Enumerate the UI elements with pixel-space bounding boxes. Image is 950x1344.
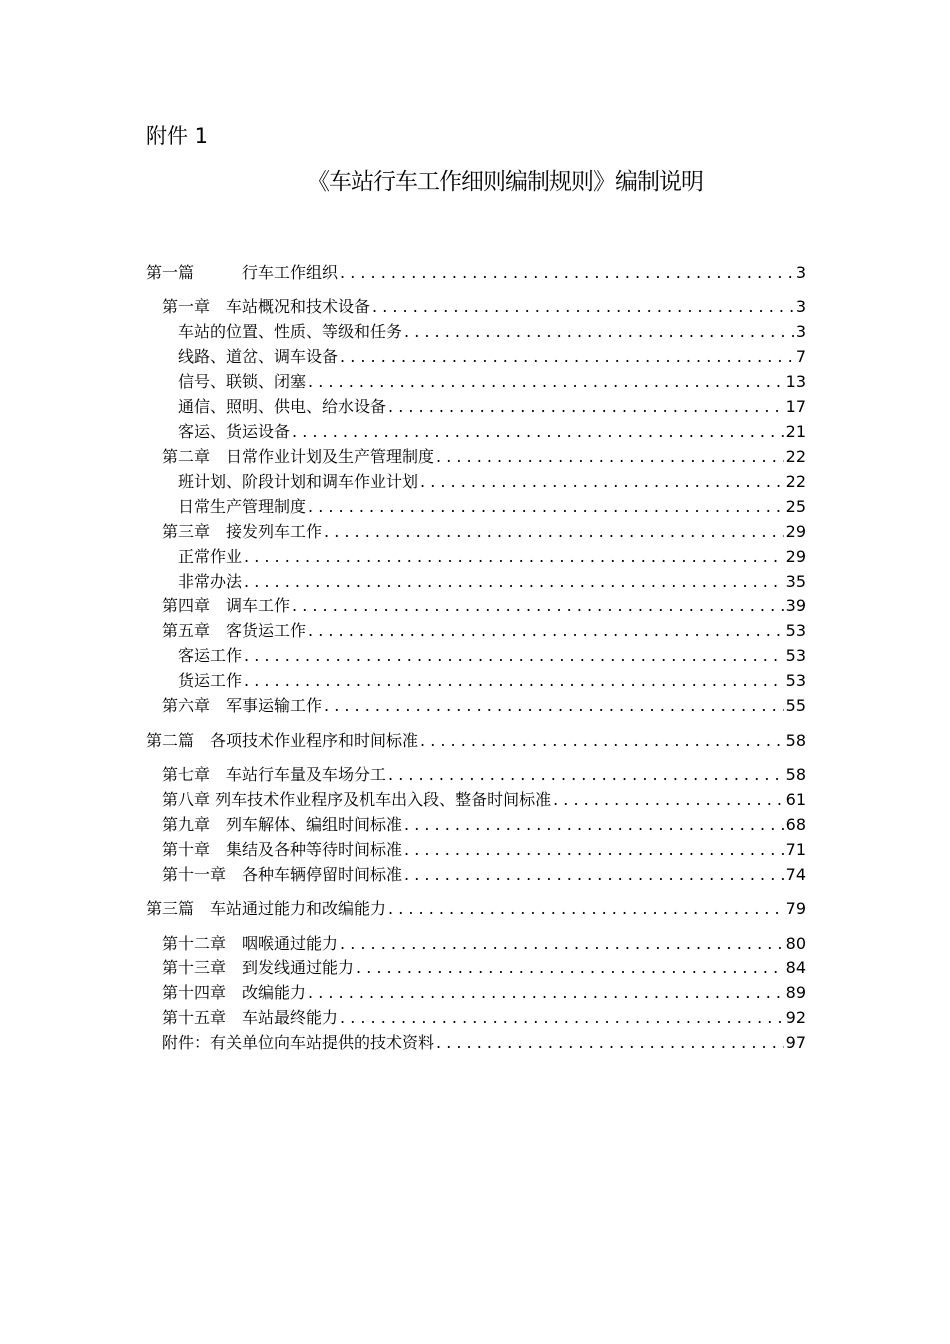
toc-entry[interactable] — [178, 572, 806, 594]
toc-leader-dots — [388, 397, 784, 417]
toc-page-number: 35 — [785, 572, 806, 591]
toc-entry-title: 第十一章 各种车辆停留时间标准 — [162, 865, 403, 884]
toc-entry-title: 第三篇 车站通过能力和改编能力 — [146, 899, 387, 918]
toc-leader-dots — [356, 958, 784, 978]
toc-entry-title: 客运、货运设备 — [178, 422, 291, 441]
toc-entry[interactable] — [178, 397, 806, 419]
toc-entry-title: 第十章 集结及各种等待时间标准 — [162, 840, 403, 859]
toc-page-number: 21 — [785, 422, 806, 441]
toc-page-number: 58 — [785, 731, 806, 750]
toc-leader-dots — [553, 790, 784, 810]
toc-entry-title: 通信、照明、供电、给水设备 — [178, 397, 387, 416]
toc-leader-dots — [308, 983, 784, 1003]
toc-page-number: 39 — [785, 596, 806, 615]
toc-leader-dots — [404, 865, 784, 885]
toc-entry[interactable] — [178, 547, 806, 569]
toc-leader-dots — [308, 497, 784, 517]
toc-entry-title: 客运工作 — [178, 646, 243, 665]
toc-entry[interactable] — [178, 497, 806, 519]
toc-entry-title: 第四章 调车工作 — [162, 596, 291, 615]
toc-entry[interactable] — [178, 372, 806, 394]
toc-entry[interactable] — [162, 865, 806, 887]
toc-entry-title: 第九章 列车解体、编组时间标准 — [162, 815, 403, 834]
toc-page-number: 3 — [795, 297, 806, 316]
toc-entry[interactable] — [162, 297, 806, 319]
toc-entry[interactable] — [162, 958, 806, 980]
toc-entry[interactable] — [162, 696, 806, 718]
toc-page-number: 80 — [785, 934, 806, 953]
toc-leader-dots — [388, 765, 784, 785]
toc-leader-dots — [340, 1008, 784, 1028]
toc-entry[interactable] — [162, 522, 806, 544]
toc-entry-title: 第五章 客货运工作 — [162, 621, 307, 640]
toc-entry-title: 班计划、阶段计划和调车作业计划 — [178, 472, 419, 491]
toc-leader-dots — [324, 522, 784, 542]
toc-leader-dots — [436, 447, 784, 467]
toc-leader-dots — [436, 1033, 784, 1053]
toc-leader-dots — [244, 547, 784, 567]
toc-entry[interactable] — [178, 472, 806, 494]
toc-entry[interactable] — [162, 1008, 806, 1030]
toc-leader-dots — [420, 472, 784, 492]
toc-entry[interactable] — [146, 899, 806, 921]
toc-entry-title: 第十三章 到发线通过能力 — [162, 958, 355, 977]
toc-leader-dots — [308, 372, 784, 392]
toc-entry-title: 非常办法 — [178, 572, 243, 591]
attachment-label: 附件 1 — [146, 124, 209, 148]
toc-entry-title: 日常生产管理制度 — [178, 497, 307, 516]
toc-page-number: 58 — [785, 765, 806, 784]
toc-entry-title: 线路、道岔、调车设备 — [178, 347, 339, 366]
toc-page-number: 92 — [785, 1008, 806, 1027]
toc-page-number: 17 — [785, 397, 806, 416]
toc-entry-title: 正常作业 — [178, 547, 243, 566]
toc-entry-title: 第十二章 咽喉通过能力 — [162, 934, 339, 953]
toc-entry[interactable] — [178, 646, 806, 668]
toc-entry-title: 附件：有关单位向车站提供的技术资料 — [162, 1033, 435, 1052]
toc-leader-dots — [244, 671, 784, 691]
toc-page-number: 84 — [785, 958, 806, 977]
toc-page-number: 71 — [785, 840, 806, 859]
toc-entry-title: 第十五章 车站最终能力 — [162, 1008, 339, 1027]
toc-entry[interactable] — [178, 422, 806, 444]
toc-page-number: 29 — [785, 547, 806, 566]
toc-leader-dots — [244, 646, 784, 666]
toc-page-number: 97 — [785, 1033, 806, 1052]
toc-page-number: 7 — [795, 347, 806, 366]
toc-entry[interactable] — [178, 671, 806, 693]
toc-entry-title: 第七章 车站行车量及车场分工 — [162, 765, 387, 784]
toc-entry[interactable] — [162, 765, 806, 787]
toc-entry-title: 第二篇 各项技术作业程序和时间标准 — [146, 731, 419, 750]
toc-page-number: 53 — [785, 646, 806, 665]
toc-entry[interactable] — [162, 621, 806, 643]
toc-leader-dots — [340, 934, 784, 954]
toc-page-number: 3 — [795, 322, 806, 341]
toc-entry-title: 第二章 日常作业计划及生产管理制度 — [162, 447, 435, 466]
toc-entry-title: 货运工作 — [178, 671, 243, 690]
toc-entry-title: 第一篇 行车工作组织 — [146, 263, 339, 282]
toc-page-number: 13 — [785, 372, 806, 391]
toc-entry[interactable] — [162, 934, 806, 956]
toc-leader-dots — [308, 621, 784, 641]
toc-leader-dots — [292, 422, 784, 442]
toc-entry[interactable] — [162, 596, 806, 618]
toc-leader-dots — [404, 322, 794, 342]
toc-entry-title: 第十四章 改编能力 — [162, 983, 307, 1002]
toc-entry[interactable] — [162, 1033, 806, 1055]
toc-entry[interactable] — [162, 447, 806, 469]
toc-leader-dots — [340, 263, 794, 283]
toc-leader-dots — [292, 596, 784, 616]
toc-leader-dots — [324, 696, 784, 716]
toc-page-number: 55 — [785, 696, 806, 715]
toc-page-number: 89 — [785, 983, 806, 1002]
toc-entry[interactable] — [162, 815, 806, 837]
toc-page-number: 29 — [785, 522, 806, 541]
toc-leader-dots — [404, 840, 784, 860]
toc-page-number: 53 — [785, 671, 806, 690]
toc-page-number: 25 — [785, 497, 806, 516]
toc-page-number: 22 — [785, 472, 806, 491]
toc-entry-title: 第八章 列车技术作业程序及机车出入段、整备时间标准 — [162, 790, 552, 809]
toc-entry-title: 车站的位置、性质、等级和任务 — [178, 322, 403, 341]
toc-leader-dots — [420, 731, 784, 751]
toc-entry[interactable] — [146, 263, 806, 285]
toc-entry[interactable] — [146, 731, 806, 753]
toc-page-number: 79 — [785, 899, 806, 918]
toc-page-number: 61 — [785, 790, 806, 809]
toc-page-number: 74 — [785, 865, 806, 884]
toc-entry[interactable] — [162, 790, 806, 812]
toc-page-number: 68 — [785, 815, 806, 834]
toc-entry-title: 信号、联锁、闭塞 — [178, 372, 307, 391]
toc-leader-dots — [388, 899, 784, 919]
document-title: 《车站行车工作细则编制规则》编制说明 — [307, 169, 703, 195]
toc-leader-dots — [372, 297, 794, 317]
toc-entry[interactable] — [162, 840, 806, 862]
toc-page-number: 22 — [785, 447, 806, 466]
toc-entry[interactable] — [178, 347, 806, 369]
toc-leader-dots — [340, 347, 794, 367]
toc-entry-title: 第六章 军事运输工作 — [162, 696, 323, 715]
toc-leader-dots — [404, 815, 784, 835]
toc-leader-dots — [244, 572, 784, 592]
toc-page-number: 3 — [795, 263, 806, 282]
toc-entry-title: 第三章 接发列车工作 — [162, 522, 323, 541]
toc-entry[interactable] — [178, 322, 806, 344]
toc-entry[interactable] — [162, 983, 806, 1005]
toc-entry-title: 第一章 车站概况和技术设备 — [162, 297, 371, 316]
toc-page-number: 53 — [785, 621, 806, 640]
